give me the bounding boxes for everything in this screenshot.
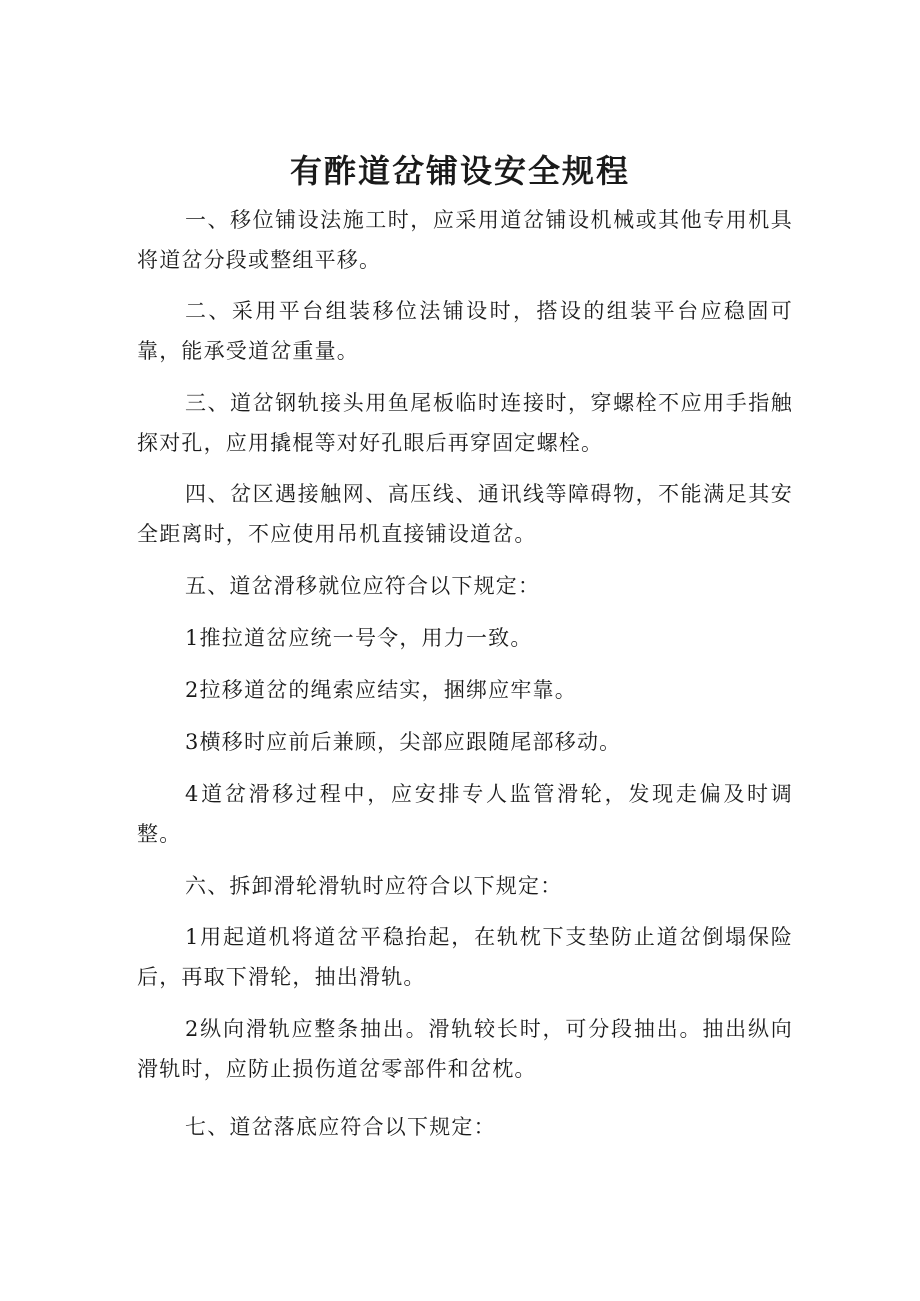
paragraph-5: 五、道岔滑移就位应符合以下规定：	[185, 574, 541, 598]
paragraph-4: 四、岔区遇接触网、高压线、通讯线等障碍物，不能满足其安全距离时，不应使用吊机直接铺设道岔。	[137, 482, 793, 546]
paragraph-2: 二、采用平台组装移位法铺设时，搭设的组装平台应稳固可靠，能承受道岔重量。	[137, 299, 793, 363]
paragraph-10: 六、拆卸滑轮滑轨时应符合以下规定：	[185, 874, 563, 898]
paragraph-7: 2拉移道岔的绳索应结实，捆绑应牢靠。	[185, 678, 577, 702]
paragraph-11: 1用起道机将道岔平稳抬起，在轨枕下支垫防止道岔倒塌保险后，再取下滑轮，抽出滑轨。	[137, 925, 793, 989]
paragraph-6: 1推拉道岔应统一号令，用力一致。	[185, 626, 533, 650]
paragraph-3: 三、道岔钢轨接头用鱼尾板临时连接时，穿螺栓不应用手指触探对孔，应用撬棍等对好孔眼后再穿固定螺栓。	[137, 391, 793, 455]
paragraph-13: 七、道岔落底应符合以下规定：	[185, 1115, 496, 1139]
paragraph-8: 3横移时应前后兼顾，尖部应跟随尾部移动。	[185, 730, 622, 754]
paragraph-1: 一、移位铺设法施工时，应采用道岔铺设机械或其他专用机具将道岔分段或整组平移。	[137, 208, 793, 272]
document-title: 有酢道岔铺设安全规程	[289, 152, 630, 191]
paragraph-12: 2纵向滑轨应整条抽出。滑轨较长时，可分段抽出。抽出纵向滑轨时，应防止损伤道岔零部件和岔枕。	[137, 1017, 793, 1081]
paragraph-9: 4道岔滑移过程中，应安排专人监管滑轮，发现走偏及时调整。	[137, 782, 793, 846]
